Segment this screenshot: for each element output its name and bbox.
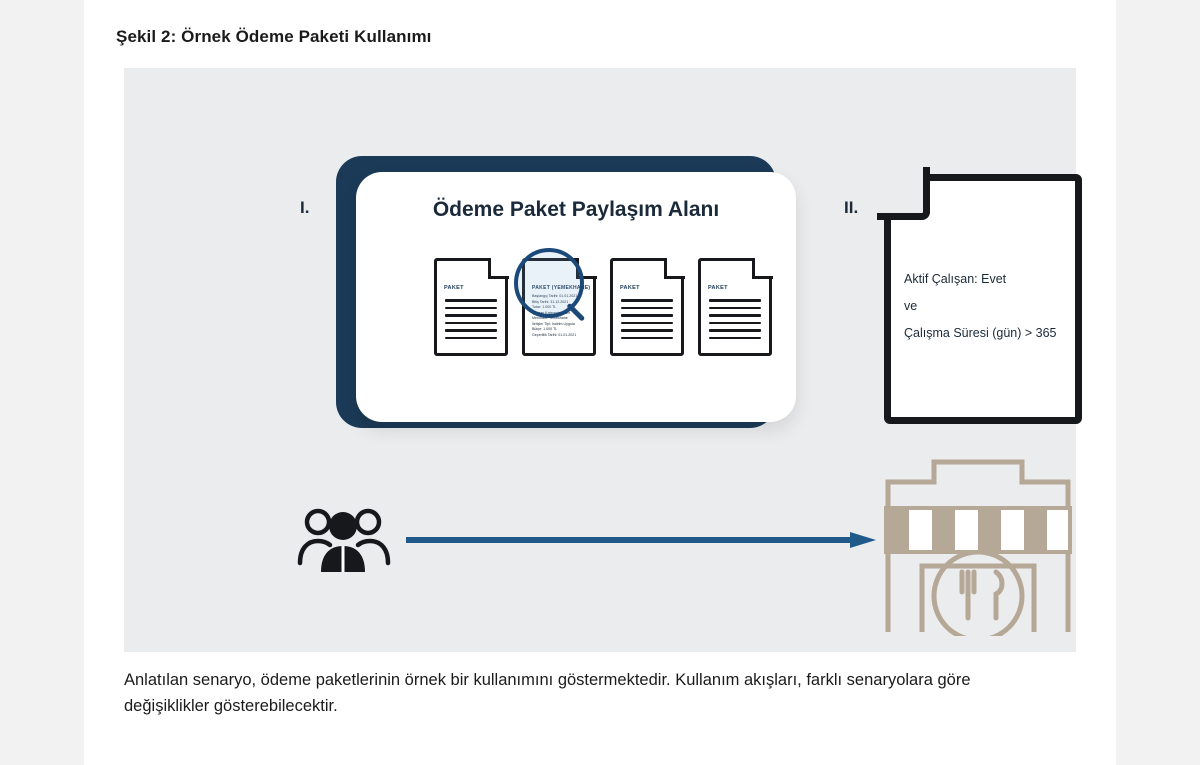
figure-caption: Anlatılan senaryo, ödeme paketlerinin örnek bir kullanımını göstermektedir. Kullanım akışları, farklı senaryolara göre değişiklikler gösterebilecektir. bbox=[124, 671, 971, 715]
step-label-one: I. bbox=[300, 198, 310, 217]
package-document-label: PAKET bbox=[620, 285, 640, 291]
detail-line: Bitiş Tarihi: 31.12.2021 bbox=[532, 299, 569, 304]
condition-text bbox=[904, 266, 1070, 347]
package-document-label: PAKET bbox=[708, 285, 728, 291]
panel-one-title: Ödeme Paket Paylaşım Alanı bbox=[432, 198, 720, 221]
detail-line: Başlangıç Tarihi: 01.01.2021 bbox=[532, 294, 578, 298]
restaurant-storefront-icon bbox=[876, 446, 1080, 636]
package-document bbox=[698, 258, 772, 356]
panel-one-card bbox=[356, 172, 796, 422]
package-document-label: PAKET (YEMEKHANE) bbox=[532, 285, 591, 291]
figure-area bbox=[124, 68, 1076, 652]
magnifier-icon bbox=[514, 248, 584, 318]
document-lines bbox=[621, 299, 673, 344]
document-fold-corner bbox=[877, 167, 930, 220]
package-document bbox=[610, 258, 684, 356]
condition-line: ve bbox=[904, 298, 918, 313]
detail-line: Çalışan Kategorisi: Tüm bbox=[532, 310, 571, 315]
panel-two-document bbox=[884, 174, 1082, 424]
document-lines bbox=[709, 299, 761, 344]
document-lines bbox=[445, 299, 497, 344]
detail-line: İletişim Tipi: İndirim Uygula bbox=[532, 321, 575, 326]
detail-line: Geçerlilik Tarihi: 01.01.2021 bbox=[532, 332, 577, 337]
detail-line: Tutar: 1.000 TL bbox=[532, 305, 557, 310]
step-label-two: II. bbox=[844, 198, 859, 217]
detail-line: Merchant: Yemekhane bbox=[532, 316, 568, 321]
arrow-right-icon bbox=[406, 532, 876, 548]
package-document-label: PAKET bbox=[444, 285, 464, 291]
detail-line: Bütçe: 1.000 TL bbox=[532, 327, 558, 332]
package-document bbox=[434, 258, 508, 356]
condition-line: Aktif Çalışan: Evet bbox=[904, 272, 1007, 286]
figure-title: Şekil 2: Örnek Ödeme Paketi Kullanımı bbox=[116, 27, 432, 46]
document-page bbox=[84, 0, 1116, 765]
condition-line: Çalışma Süresi (gün) > 365 bbox=[904, 325, 1057, 340]
people-group-icon bbox=[296, 500, 392, 576]
